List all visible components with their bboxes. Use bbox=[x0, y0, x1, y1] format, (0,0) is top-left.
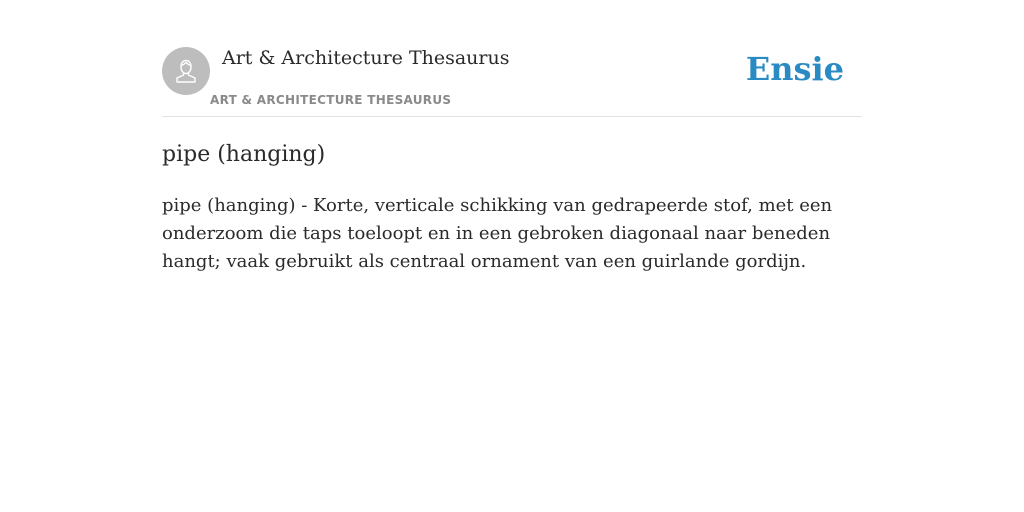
entry-definition: pipe (hanging) - Korte, verticale schikking van gedrapeerde stof, met een onderzoom die taps toeloopt en in een gebroken diagonaal naar beneden hangt; vaak gebruikt als centraal ornament van een guirlande gordijn. bbox=[162, 195, 833, 272]
author-name[interactable]: Art & Architecture Thesaurus bbox=[222, 47, 510, 69]
entry-title: pipe (hanging) bbox=[162, 142, 326, 167]
author-subtitle[interactable]: ART & ARCHITECTURE THESAURUS bbox=[210, 93, 452, 107]
header bbox=[162, 0, 862, 117]
user-icon bbox=[171, 56, 201, 86]
page-container bbox=[162, 0, 862, 272]
brand-logo[interactable]: Ensie bbox=[745, 50, 844, 88]
avatar[interactable] bbox=[162, 47, 210, 95]
